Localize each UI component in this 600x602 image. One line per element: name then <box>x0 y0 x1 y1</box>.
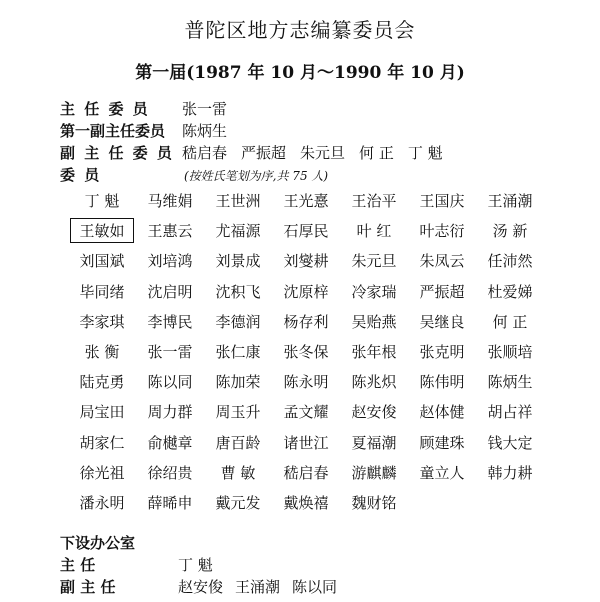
term-subtitle: 第一届(1987 年 10 月～1990 年 10 月) <box>135 63 465 83</box>
member-name: 杜爱娣 <box>487 282 533 301</box>
member-name: 刘国斌 <box>79 252 125 271</box>
office-label: 副 主 任 <box>60 578 116 596</box>
member-name: 徐光祖 <box>79 463 125 482</box>
office-name: 陈以同 <box>292 578 338 596</box>
office-row-deputy <box>60 576 349 597</box>
member-name: 朱凤云 <box>419 252 465 271</box>
member-name: 嵇启春 <box>283 463 329 482</box>
member-name: 尤福源 <box>215 222 261 241</box>
leader-name: 嵇启春 <box>182 144 228 162</box>
member-name: 俞樾章 <box>147 433 193 452</box>
member-name: 戴元发 <box>215 494 261 512</box>
member-name: 张冬保 <box>283 343 329 361</box>
member-name: 王惠云 <box>147 222 193 241</box>
member-name: 张 衡 <box>84 343 120 361</box>
member-name: 刘景成 <box>215 252 261 271</box>
member-name: 薛晞申 <box>147 494 193 512</box>
member-name: 胡家仁 <box>79 433 125 452</box>
member-name: 魏财铭 <box>351 494 397 512</box>
office-name: 赵安俊 <box>178 578 224 596</box>
member-name: 夏福潮 <box>351 433 397 452</box>
member-name: 叶 红 <box>356 222 392 241</box>
members-header <box>60 164 328 185</box>
member-name: 吴贻燕 <box>351 312 397 331</box>
leader-row-first-vice <box>60 120 241 141</box>
member-name: 任沛然 <box>487 252 533 271</box>
leader-names <box>182 98 241 119</box>
leader-names <box>182 142 457 163</box>
member-name: 王世洲 <box>215 192 261 210</box>
member-name: 钱大定 <box>487 433 533 452</box>
member-name: 韩力耕 <box>487 463 533 482</box>
member-name: 唐百龄 <box>215 433 261 452</box>
member-name: 沈启明 <box>147 282 193 301</box>
member-name: 杨存利 <box>283 312 329 331</box>
member-name: 毕同绪 <box>79 282 125 301</box>
member-name: 王光憙 <box>283 192 329 210</box>
member-name: 丁 魁 <box>84 192 120 210</box>
member-name: 石厚民 <box>283 222 329 241</box>
office-name: 丁 魁 <box>178 556 213 574</box>
office-label: 主 任 <box>60 556 96 574</box>
leader-row-vice <box>60 142 457 163</box>
member-name: 曹 敏 <box>220 463 256 482</box>
leader-names <box>182 120 241 141</box>
member-name: 陈炳生 <box>487 373 533 392</box>
member-name: 陈永明 <box>283 373 329 392</box>
member-name: 徐绍贵 <box>147 463 193 482</box>
member-name: 局宝田 <box>79 403 125 422</box>
leader-name: 张一雷 <box>182 100 228 118</box>
member-name: 陈兆炽 <box>351 373 397 392</box>
member-name: 叶志衍 <box>419 222 465 241</box>
member-name: 马维娟 <box>147 192 193 210</box>
member-name: 王涌潮 <box>487 192 533 210</box>
member-name: 张顺培 <box>487 343 533 361</box>
member-name: 朱元旦 <box>351 252 397 271</box>
member-name: 张克明 <box>419 343 465 361</box>
member-name: 童立人 <box>419 463 465 482</box>
member-name: 严振超 <box>419 282 465 301</box>
office-row-director <box>60 554 225 575</box>
member-name: 李德润 <box>215 312 261 331</box>
leader-name: 何 正 <box>359 144 394 162</box>
member-name: 陆克勇 <box>79 373 125 392</box>
leader-name: 朱元旦 <box>300 144 346 162</box>
leader-label: 第一副主任委员 <box>60 122 166 140</box>
member-name: 刘培鸿 <box>147 252 193 271</box>
member-name: 张一雷 <box>147 343 193 361</box>
member-name: 何 正 <box>492 312 528 331</box>
member-name: 吴继良 <box>419 312 465 331</box>
office-name: 王涌潮 <box>235 578 281 596</box>
member-name: 李家琪 <box>79 312 125 331</box>
member-name: 陈以同 <box>147 373 193 392</box>
member-name: 诸世江 <box>283 433 329 452</box>
member-name: 胡占祥 <box>487 403 533 422</box>
member-name: 沈积飞 <box>215 282 261 301</box>
leader-name: 陈炳生 <box>182 122 228 140</box>
member-name: 王治平 <box>351 192 397 210</box>
member-name: 李博民 <box>147 312 193 331</box>
member-name: 张仁康 <box>215 343 261 361</box>
leader-label: 主 任 委 员 <box>60 100 150 118</box>
member-name: 赵体健 <box>419 403 465 422</box>
member-name: 陈伟明 <box>419 373 465 392</box>
member-name: 沈原梓 <box>283 282 329 301</box>
members-note: (按姓氏笔划为序,共 75 人) <box>184 169 329 183</box>
leader-label: 副 主 任 委 员 <box>60 144 174 162</box>
member-name: 周力群 <box>147 403 193 422</box>
members-label: 委 员 <box>60 166 102 184</box>
member-name: 孟文耀 <box>283 403 329 422</box>
leader-row-chair <box>60 98 241 119</box>
page-title: 普陀区地方志编纂委员会 <box>184 18 416 42</box>
member-name: 游麒麟 <box>351 463 397 482</box>
member-name: 冷家瑞 <box>351 282 397 301</box>
member-name: 顾建珠 <box>419 433 465 452</box>
member-name: 潘永明 <box>79 494 125 512</box>
member-name: 周玉升 <box>215 403 261 422</box>
member-name: 陈加荣 <box>215 373 261 392</box>
leader-name: 严振超 <box>241 144 287 162</box>
member-name: 王国庆 <box>419 192 465 210</box>
member-name: 戴焕禧 <box>283 494 329 512</box>
member-name: 张年根 <box>351 343 397 361</box>
member-name: 汤 新 <box>492 222 528 241</box>
office-heading: 下设办公室 <box>60 534 136 552</box>
member-name: 王敏如 <box>72 220 132 241</box>
member-name: 赵安俊 <box>351 403 397 422</box>
member-name: 刘燮耕 <box>283 252 329 271</box>
leader-name: 丁 魁 <box>407 144 443 162</box>
